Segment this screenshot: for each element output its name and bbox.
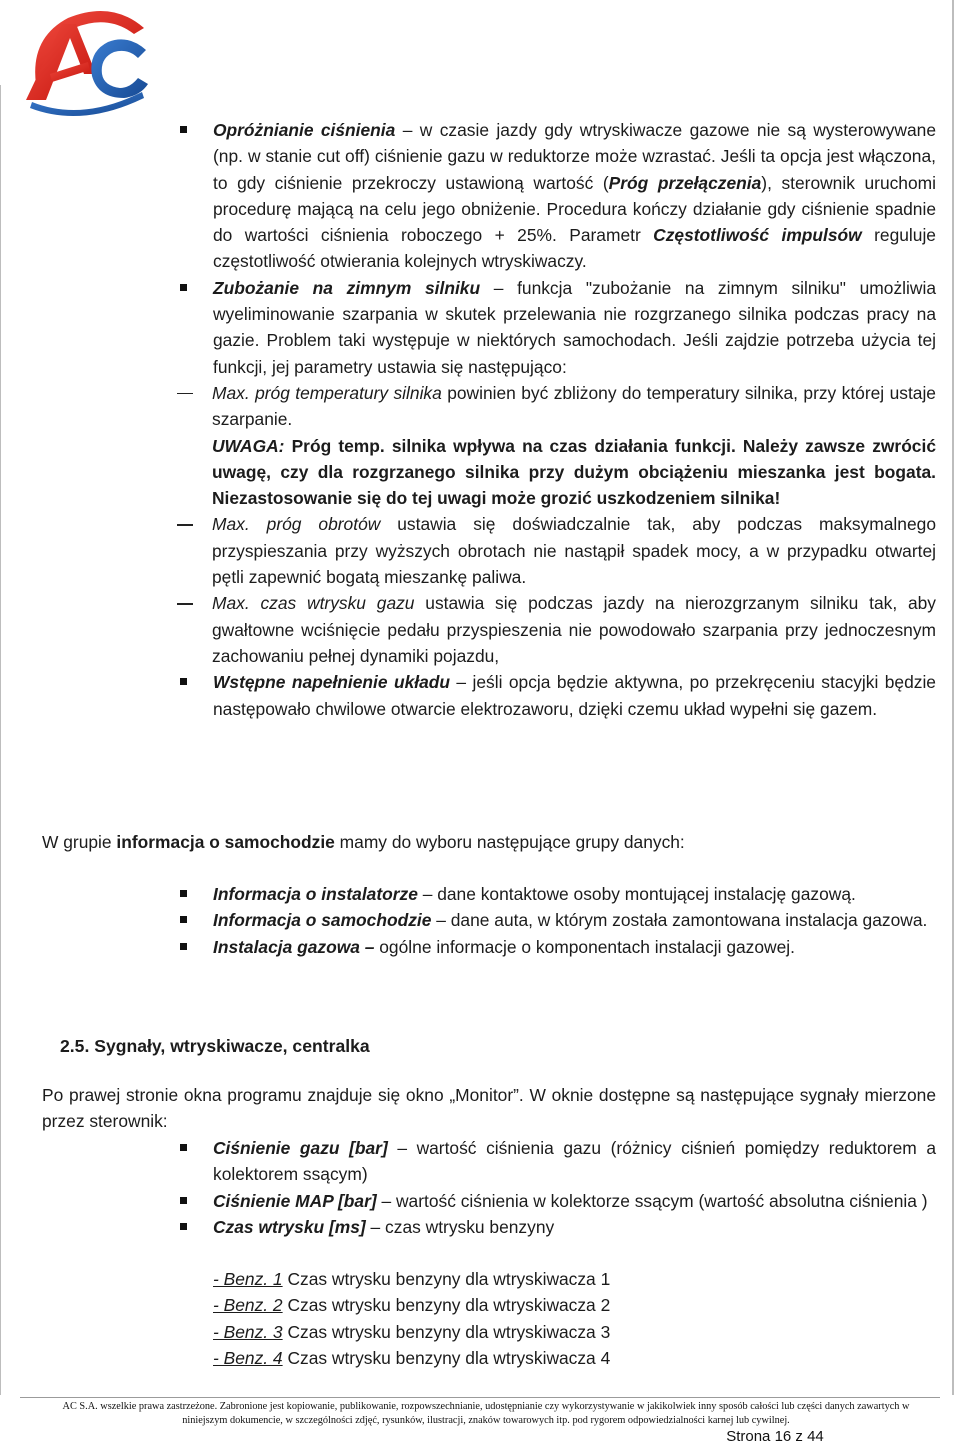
dash-bullet-icon xyxy=(177,603,193,605)
frame-line-left xyxy=(0,85,1,1395)
description: ogólne informacje o komponentach instalacji gazowej. xyxy=(379,936,795,957)
description: dane auta, w którym została zamontowana instalacja gazowa. xyxy=(450,910,928,931)
group-intro xyxy=(42,829,936,855)
square-bullet-icon xyxy=(180,1223,187,1230)
description: Czas wtrysku benzyny dla wtryskiwacza 2 xyxy=(282,1295,611,1316)
page-number: Strona 16 z 44 xyxy=(726,1428,824,1445)
term: Zubożanie na zimnym silniku xyxy=(213,277,481,298)
list-item xyxy=(180,934,936,960)
description: czas wtrysku benzyny xyxy=(385,1216,555,1237)
term: Instalacja gazowa xyxy=(213,936,360,957)
benz-label: - Benz. 1 xyxy=(213,1269,283,1289)
dash-bullet-icon xyxy=(177,524,193,526)
term: Ciśnienie MAP [bar] xyxy=(213,1190,377,1211)
term: Max. xyxy=(212,382,250,403)
warning-note xyxy=(180,433,936,512)
list-item xyxy=(180,275,936,380)
term: Informacja o instalatorze xyxy=(213,884,418,904)
list-item xyxy=(213,1319,610,1345)
footer-copyright: AC S.A. wszelkie prawa zastrzeżone. Zabronione jest kopiowanie, publikowanie, rozpowszechnianie, udostępnianie czy wykorzystywanie w jakikolwiek inny sposób całości lub części danych zawartych w niniejszym dokumencie, w szczególności zdjęć, rysunków, ilustracji, znaków towarowych itp. pod rygorem odpowiedzialności karnej lub cywilnej. xyxy=(62,1401,910,1426)
term: Próg przełączenia xyxy=(608,172,762,193)
sub-list-item xyxy=(147,511,936,590)
description: funkcja "zubożanie na zimnym silniku" umożliwia wyeliminowanie szarpania w skutek przelewania nie rozgrzanego silnika podczas pracy na gazie. Problem taki występuje w niektórych samochodach. Jeśli zajdzie potrzeba użycia tej funkcji, jej parametry ustawia się następująco: xyxy=(213,277,936,377)
square-bullet-icon xyxy=(180,126,187,133)
square-bullet-icon xyxy=(180,1197,187,1204)
text: W grupie xyxy=(42,832,117,852)
settings-list xyxy=(180,117,936,722)
heading-number: 2.5. xyxy=(60,1036,90,1056)
description: dane kontaktowe osoby montującej instalację gazową. xyxy=(437,884,856,904)
note-text: Próg temp. silnika wpływa na czas działania funkcji. Należy zawsze zwrócić uwagę, czy dla rozgrzanego silnika przy dużym obciążeniu mieszanka jest bogata. Niezastosowanie się do tej uwagi może grozić uszkodzeniem silnika! xyxy=(212,435,936,509)
square-bullet-icon xyxy=(180,678,187,685)
square-bullet-icon xyxy=(180,916,187,923)
footer-divider xyxy=(20,1397,940,1398)
bold-text: informacja o samochodzie xyxy=(116,832,335,852)
square-bullet-icon xyxy=(180,890,187,897)
list-item xyxy=(180,1135,936,1188)
signals-list xyxy=(180,1135,936,1240)
description: ustawia się doświadczalnie tak, aby podczas maksymalnego przyspieszania przy wyższych obrotach nie nastąpił spadek mocy, a w przypadku otwartej pętli zapewnić bogatą mieszankę paliwa. xyxy=(212,514,936,588)
dash-bullet-icon xyxy=(177,393,193,395)
separator: – xyxy=(431,910,451,931)
square-bullet-icon xyxy=(180,943,187,950)
term: Max. xyxy=(212,593,250,614)
note-label: UWAGA: xyxy=(212,435,285,456)
text: mamy do wyboru następujące grupy danych: xyxy=(334,832,685,852)
separator: – xyxy=(376,1190,396,1211)
description: wartość ciśnienia w kolektorze ssącym (wartość absolutna ciśnienia ) xyxy=(395,1190,928,1211)
term: próg temperatury silnika xyxy=(249,382,442,403)
list-item xyxy=(180,1188,936,1214)
heading-title: Sygnały, wtryskiwacze, centralka xyxy=(94,1036,370,1056)
list-item xyxy=(213,1345,610,1371)
benz-label: - Benz. 2 xyxy=(213,1295,283,1316)
list-item xyxy=(180,117,936,275)
description: ), sterownik uruchomi procedurę mającą na celu jego obniżenie. Procedura kończy działanie gdy ciśnienie spadnie do wartości ciśnienia roboczego + 25%. Parametr xyxy=(213,172,937,246)
description: Czas wtrysku benzyny dla wtryskiwacza 3 xyxy=(282,1321,611,1342)
separator: – xyxy=(359,936,380,957)
description: ustawia się podczas jazdy na nierozgrzanym silniku tak, aby gwałtowne wciśnięcie pedału przyspieszenia nie powodowało szarpania przy jednoczesnym zachowaniu pełnej dynamiki pojazdu, xyxy=(212,593,936,666)
description: jeśli opcja będzie aktywna, po przekręceniu stacyjki będzie następowało chwilowe otwarcie elektrozaworu, dzięki czemu układ wypełni się gazem. xyxy=(213,672,936,719)
injector-list xyxy=(213,1266,610,1371)
section-heading xyxy=(60,1036,370,1057)
list-item xyxy=(213,1292,610,1318)
frame-line-right xyxy=(952,0,954,1395)
list-item xyxy=(180,1214,936,1240)
term: Ciśnienie gazu [bar] xyxy=(213,1138,388,1158)
term: Wstępne napełnienie układu xyxy=(213,672,451,693)
sub-list-item xyxy=(147,380,936,433)
term: Opróżnianie ciśnienia xyxy=(213,120,396,140)
separator: – xyxy=(365,1216,386,1237)
ac-logo xyxy=(22,4,152,116)
term: próg obrotów xyxy=(249,514,381,535)
description: reguluje częstotliwość otwierania kolejnych wtryskiwaczy. xyxy=(213,225,936,272)
term: Częstotliwość impulsów xyxy=(653,225,862,246)
list-item xyxy=(180,669,936,722)
separator: – xyxy=(395,120,420,140)
term: czas wtrysku gazu xyxy=(249,593,415,614)
term: Max. xyxy=(212,514,250,535)
list-item xyxy=(180,907,936,933)
description: w czasie jazdy gdy wtryskiwacze gazowe nie są wysterowywane (np. w stanie cut off) ciśnienie gazu w reduktorze może wzrastać. Jeśli ta opcja jest włączona, to gdy ciśnienie przekroczy ustawioną wartość ( xyxy=(213,120,936,193)
separator: – xyxy=(417,884,438,904)
benz-label: - Benz. 3 xyxy=(213,1321,283,1342)
square-bullet-icon xyxy=(180,1144,187,1151)
separator: – xyxy=(480,277,518,298)
vehicle-info-list xyxy=(180,881,936,960)
description: Czas wtrysku benzyny dla wtryskiwacza 1 xyxy=(282,1269,611,1289)
list-item xyxy=(180,881,936,907)
description: Czas wtrysku benzyny dla wtryskiwacza 4 xyxy=(282,1347,611,1368)
term: Informacja o samochodzie xyxy=(213,910,432,931)
list-item xyxy=(213,1266,610,1292)
description: wartość ciśnienia gazu (różnicy ciśnień pomiędzy reduktorem a kolektorem ssącym) xyxy=(213,1138,936,1185)
square-bullet-icon xyxy=(180,284,187,291)
monitor-intro: Po prawej stronie okna programu znajduje się okno „Monitor”. W oknie dostępne są następujące sygnały mierzone przez sterownik: xyxy=(42,1085,936,1132)
separator: – xyxy=(387,1138,417,1158)
term: Czas wtrysku [ms] xyxy=(213,1216,366,1237)
sub-list-item xyxy=(147,590,936,669)
description: powinien być zbliżony do temperatury silnika, przy której ustaje szarpanie. xyxy=(212,382,936,430)
benz-label: - Benz. 4 xyxy=(213,1347,283,1368)
separator: – xyxy=(450,672,473,693)
